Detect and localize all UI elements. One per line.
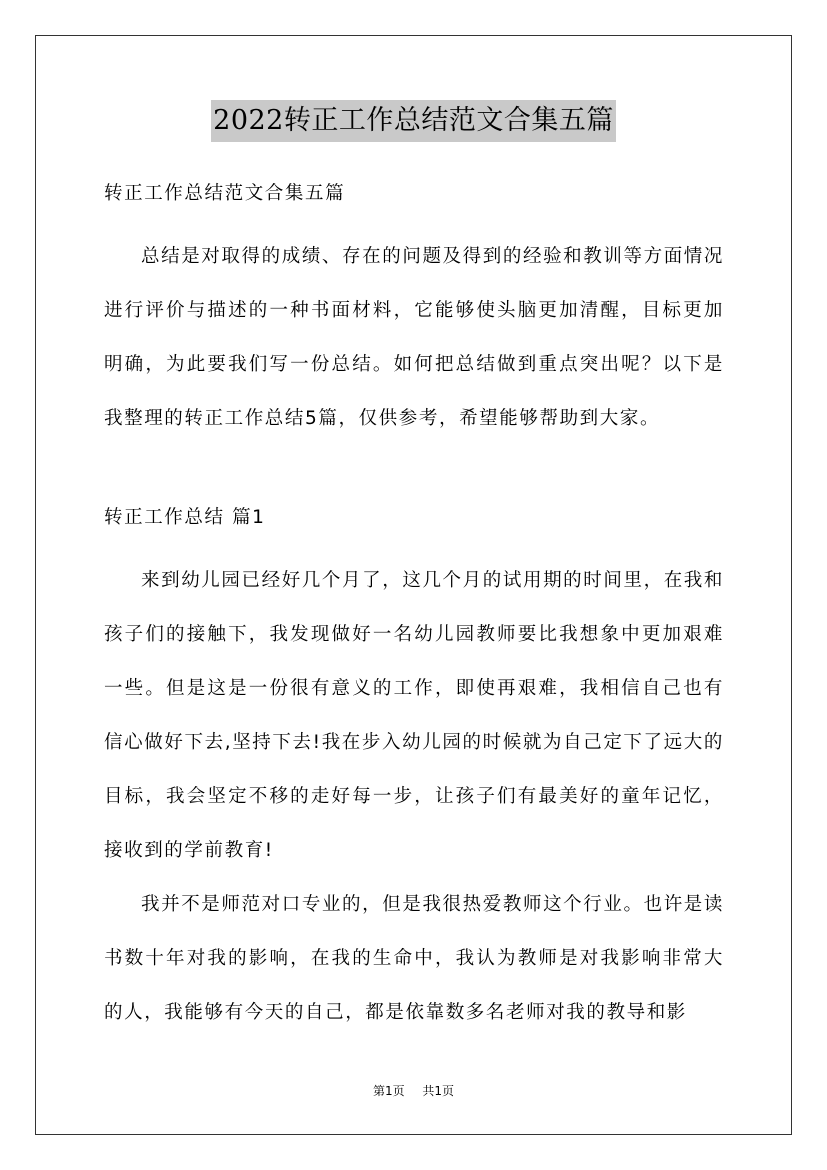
spacer xyxy=(104,536,724,554)
intro-paragraph: 总结是对取得的成绩、存在的问题及得到的经验和教训等方面情况进行评价与描述的一种书面材料，它能够使头脑更加清醒，目标更加明确，为此要我们写一份总结。如何把总结做到重点突出呢？以下是我整理的转正工作总结5篇，仅供参考，希望能够帮助到大家。 xyxy=(104,246,724,429)
body-paragraph: 我并不是师范对口专业的，但是我很热爱教师这个行业。也许是读书数十年对我的影响，在我的生命中，我认为教师是对我影响非常大的人，我能够有今天的自己，都是依靠数多名老师对我的教导和影 xyxy=(104,894,724,1023)
page-total: 共1页 xyxy=(422,1084,455,1098)
section-heading: 转正工作总结 篇1 xyxy=(104,507,266,528)
document-title: 2022转正工作总结范文合集五篇 xyxy=(211,100,616,142)
title-wrapper xyxy=(0,100,827,142)
page-footer xyxy=(0,1082,827,1099)
page-number: 第1页 xyxy=(372,1084,405,1098)
spacer xyxy=(104,212,724,230)
document-body xyxy=(104,176,724,1040)
spacer xyxy=(104,446,724,500)
body-paragraph: 来到幼儿园已经好几个月了，这几个月的试用期的时间里，在我和孩子们的接触下，我发现做好一名幼儿园教师要比我想象中更加艰难一些。但是这是一份很有意义的工作，即使再艰难，我相信自己也有信心做好下去,坚持下去!我在步入幼儿园的时候就为自己定下了远大的目标，我会坚定不移的走好每一步，让孩子们有最美好的童年记忆，接收到的学前教育! xyxy=(104,570,724,861)
document-subtitle: 转正工作总结范文合集五篇 xyxy=(104,183,346,204)
